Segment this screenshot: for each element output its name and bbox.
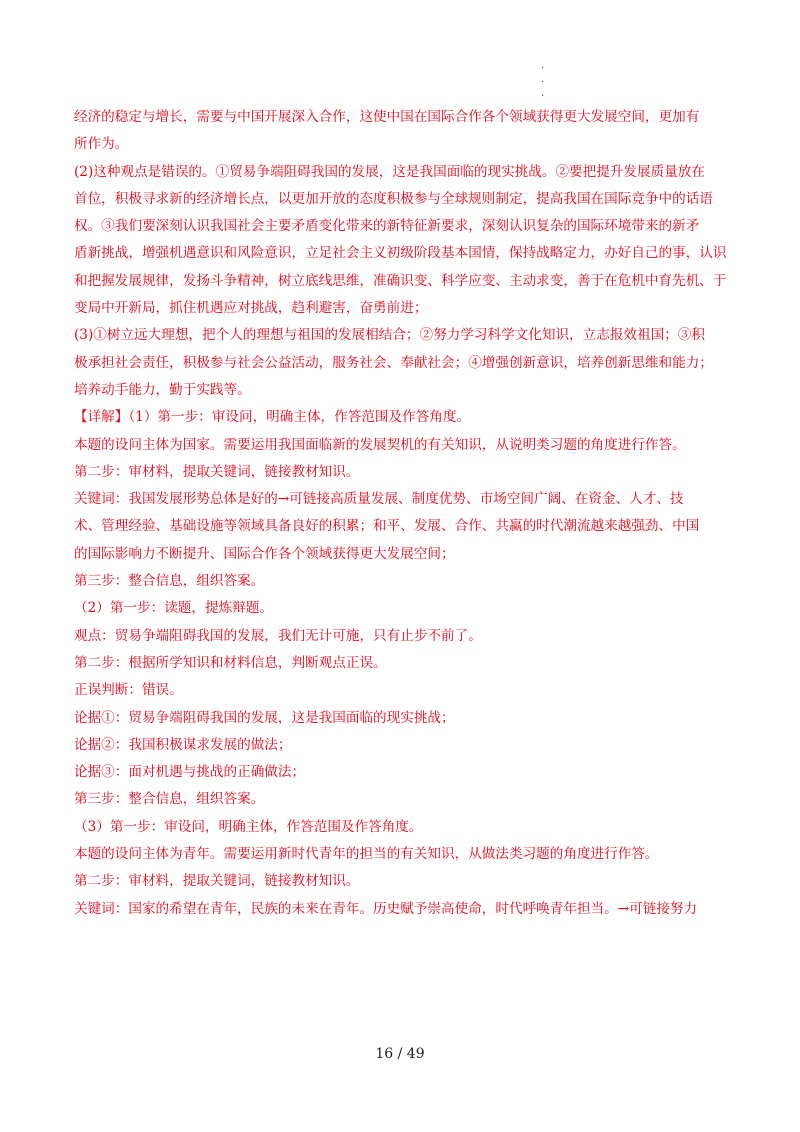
text-line: 本题的设问主体为国家。需要运用我国面临新的发展契机的有关知识，从说明类习题的角度进行作答。: [74, 436, 686, 453]
text-line: 论据②：我国积极谋求发展的做法；: [74, 736, 292, 753]
page-number: 16 / 49: [375, 1046, 425, 1062]
text-line: 的国际影响力不断提升、国际合作各个领域获得更大发展空间；: [74, 545, 455, 562]
text-line: 第二步：根据所学知识和材料信息，判断观点正误。: [74, 654, 387, 671]
text-line: 首位，积极寻求新的经济增长点，以更加开放的态度积极参与全球规则制定，提高我国在国际竞争中的话语: [74, 190, 713, 207]
text-line: 培养动手能力，勤于实践等。: [74, 381, 251, 398]
text-line: 经济的稳定与增长，需要与中国开展深入合作，这使中国在国际合作各个领域获得更大发展空间，更加有: [74, 109, 700, 125]
text-line: 第三步：整合信息，组织答案。: [74, 573, 265, 590]
text-line: （3）第一步：审设问，明确主体，作答范围及作答角度。: [74, 818, 423, 835]
text-line: 论据①：贸易争端阻碍我国的发展，这是我国面临的现实挑战；: [74, 709, 455, 726]
text-line: 【详解】（1）第一步：审设问，明确主体，作答范围及作答角度。: [74, 409, 471, 426]
text-line: 第二步：审材料，提取关键词，链接教材知识。: [74, 463, 360, 480]
text-line: 本题的设问主体为青年。需要运用新时代青年的担当的有关知识，从做法类习题的角度进行作答。: [74, 846, 659, 863]
text-line: 观点：贸易争端阻碍我国的发展，我们无计可施，只有止步不前了。: [74, 627, 482, 644]
text-line: (2)这种观点是错误的。①贸易争端阻碍我国的发展，这是我国面临的现实挑战。②要把提升发展质量放在: [74, 163, 705, 180]
text-line: 关键词：我国发展形势总体是好的→可链接高质量发展、制度优势、市场空间广阔、在资金、人才、技: [74, 491, 684, 508]
text-line: 变局中开新局，抓住机遇应对挑战，趋利避害，奋勇前进；: [74, 300, 428, 317]
text-line: 第二步：审材料，提取关键词，链接教材知识。: [74, 873, 360, 890]
text-line: 论据③：面对机遇与挑战的正确做法；: [74, 764, 306, 781]
text-line: 所作为。: [74, 136, 129, 153]
text-line: 盾新挑战，增强机遇意识和风险意识，立足社会主义初级阶段基本国情，保持战略定力，办好自己的事，认识: [74, 245, 726, 262]
text-line: 权。③我们要深刻认识我国社会主要矛盾变化带来的新特征新要求，深刻认识复杂的国际环境带来的新矛: [74, 218, 700, 235]
text-line: 术、管理经验、基础设施等领域具备良好的积累；和平、发展、合作、共赢的时代潮流越来越强劲、中国: [74, 518, 700, 535]
text-line: 关键词：国家的希望在青年，民族的未来在青年。历史赋予崇高使命，时代呼唤青年担当。→可链接努力: [74, 900, 698, 917]
document-body: [74, 104, 726, 923]
text-line: (3)①树立远大理想，把个人的理想与祖国的发展相结合；②努力学习科学文化知识，立志报效祖国；③积: [74, 327, 705, 344]
header-dots: · · ·: [541, 63, 545, 102]
text-line: （2）第一步：读题，提炼辩题。: [74, 600, 273, 617]
text-line: 正误判断：错误。: [74, 682, 183, 699]
text-line: 极承担社会责任，积极参与社会公益活动，服务社会、奉献社会；④增强创新意识，培养创新思维和能力；: [74, 354, 713, 371]
text-line: 和把握发展规律，发扬斗争精神，树立底线思维，准确识变、科学应变、主动求变，善于在危机中育先机、于: [74, 272, 726, 289]
text-line: 第三步：整合信息，组织答案。: [74, 791, 265, 808]
